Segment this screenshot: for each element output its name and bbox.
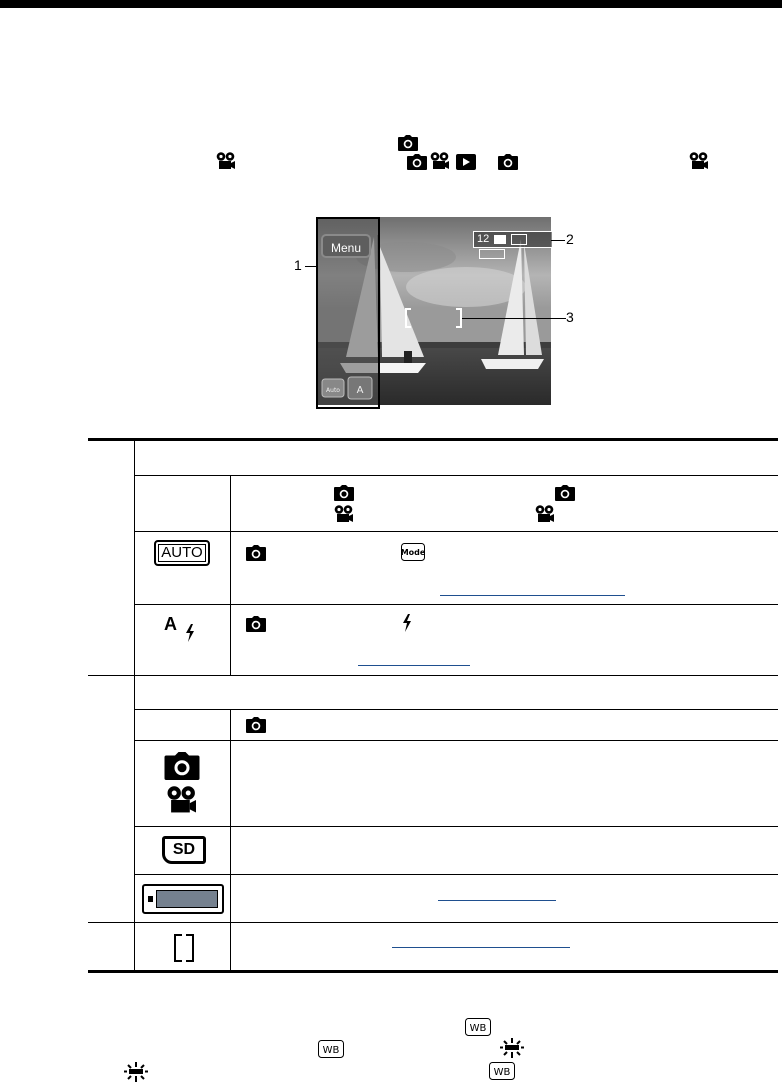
link-underline[interactable] (358, 665, 470, 666)
table-top-rule (88, 438, 778, 441)
camera-icon (334, 485, 354, 501)
focus-bracket-right-icon (186, 934, 194, 962)
camera-icon (407, 154, 427, 170)
row-rule (88, 675, 778, 676)
video-icon (166, 786, 198, 814)
status-indicators (473, 231, 553, 248)
col-divider-2a (230, 475, 231, 675)
shots-remaining-count: 12 (477, 233, 490, 245)
col-divider-1 (134, 441, 135, 970)
playback-icon (456, 154, 476, 170)
svg-text:Auto: Auto (326, 387, 340, 394)
auto-mode-icon: AUTO (154, 540, 210, 566)
fluorescent-icon (124, 1062, 148, 1082)
link-underline[interactable] (438, 900, 556, 901)
row-rule (134, 874, 778, 875)
callout-2: 2 (566, 231, 574, 247)
camera-icon (555, 485, 575, 501)
white-balance-icon (465, 1018, 491, 1036)
sd-indicator-icon (511, 234, 527, 245)
mode-button-icon (401, 543, 425, 561)
battery-indicator-icon (479, 249, 505, 259)
col-divider-2b (230, 709, 231, 970)
callout-1: 1 (294, 257, 302, 273)
focus-bracket-left-icon (174, 934, 182, 962)
white-balance-icon (318, 1040, 344, 1058)
link-underline[interactable] (392, 947, 570, 948)
flash-icon (185, 624, 195, 642)
row-rule (134, 826, 778, 827)
camera-icon (498, 154, 518, 170)
table-bottom-rule (88, 970, 778, 973)
link-underline[interactable] (440, 595, 625, 596)
sd-card-icon: SD (162, 836, 206, 864)
camera-icon (246, 616, 266, 632)
row-rule (134, 709, 778, 710)
video-icon (689, 152, 709, 170)
callout-1-line (305, 266, 317, 267)
video-icon (216, 152, 236, 170)
row-rule (134, 740, 778, 741)
row-rule (134, 475, 778, 476)
video-icon (334, 505, 354, 523)
still-mode-indicator-icon (494, 235, 506, 244)
fluorescent-icon (500, 1038, 524, 1058)
camera-icon (246, 717, 266, 733)
row-rule (134, 604, 778, 605)
camera-icon (398, 135, 418, 151)
row-rule (134, 531, 778, 532)
callout-3: 3 (566, 309, 574, 325)
battery-icon (142, 884, 224, 914)
svg-text:A: A (356, 385, 364, 396)
callout-2-line (551, 240, 565, 241)
top-rule (0, 0, 782, 8)
camera-icon (164, 752, 200, 780)
auto-flash-icon: A (164, 614, 177, 634)
flash-icon (402, 614, 412, 632)
row-rule (88, 922, 778, 923)
callout-3-line (462, 318, 566, 319)
camera-icon (246, 545, 266, 561)
menu-button[interactable]: Menu (321, 234, 371, 258)
video-icon (535, 505, 555, 523)
white-balance-icon (489, 1062, 515, 1080)
video-icon (430, 152, 450, 170)
